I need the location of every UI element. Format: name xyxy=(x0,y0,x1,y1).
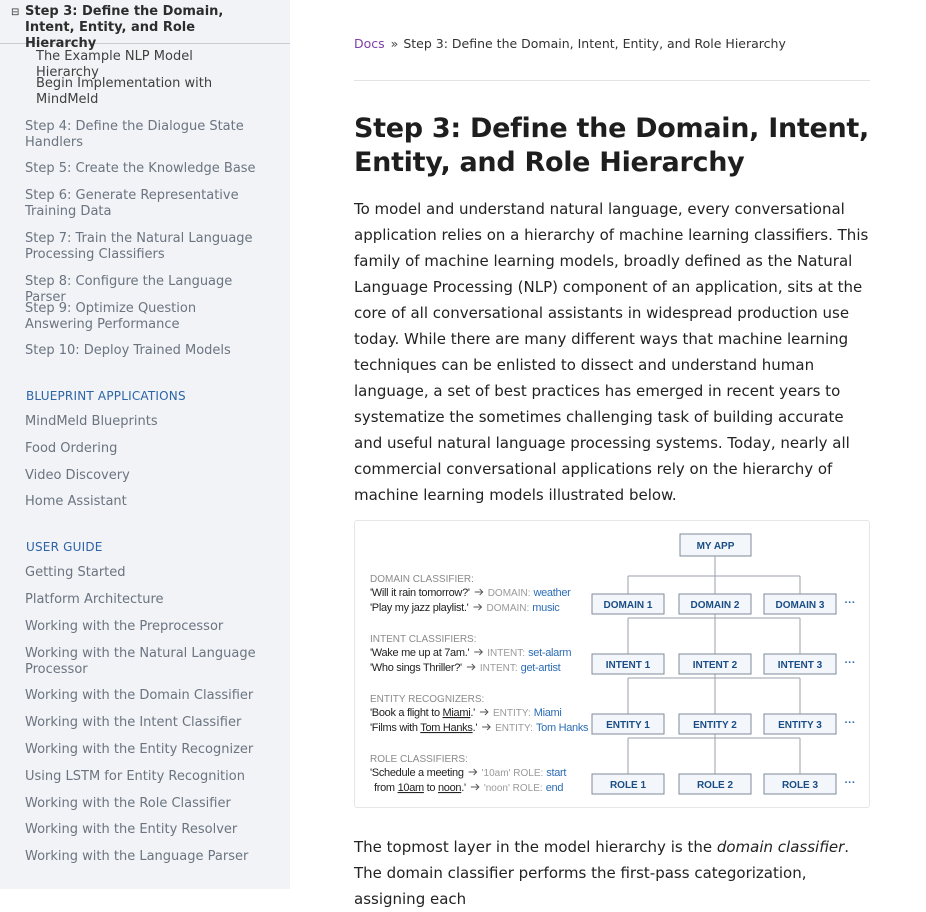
example-tag: '10am' ROLE: xyxy=(481,768,544,779)
hierarchy-node-label: ROLE 1 xyxy=(609,780,647,791)
sidebar-guide-1[interactable]: Getting Started xyxy=(25,565,126,580)
breadcrumb-docs-link[interactable]: Docs xyxy=(354,36,385,51)
sidebar-step-5[interactable]: Step 8: Configure the Language Parser xyxy=(25,274,233,305)
sidebar-guide-11[interactable]: Working with the Language Parser xyxy=(25,849,249,864)
ellipsis-icon: ··· xyxy=(844,597,856,609)
hierarchy-node-label: ENTITY 2 xyxy=(693,720,737,731)
sidebar-step-2[interactable]: Step 5: Create the Knowledge Base xyxy=(25,161,256,176)
intro-paragraph: To model and understand natural language, every conversational application relies on a hierarchy of machine learning classifiers. This family of machine learning models, broadly defined as the Natural Language Processing (NLP) component of an application, sits at the core of all conversational assistants in widespread production use today. While there are many different ways that machine learning techniques can be enlisted to dissect and understand human language, a set of best practices has emerged in recent years to systematize the sometimes challenging task of building accurate and useful natural language processing systems. Today, nearly all commercial conversational applications rely on the hierarchy of machine learning models illustrated below. xyxy=(354,200,869,504)
example-utterance: 'Films with Tom Hanks.' xyxy=(370,722,478,734)
para-text-before: The topmost layer in the model hierarchy is the xyxy=(354,838,717,856)
para-emphasis: domain classifier xyxy=(716,838,845,856)
example-value: start xyxy=(546,767,567,779)
arrow-icon xyxy=(467,664,475,670)
arrow-icon xyxy=(482,724,490,730)
arrow-icon xyxy=(474,649,482,655)
arrow-icon xyxy=(475,589,483,595)
sidebar-guide-5[interactable]: Working with the Domain Classifier xyxy=(25,688,254,703)
example-tag: INTENT: xyxy=(479,663,518,674)
example-utterance: 'Wake me up at 7am.' xyxy=(370,647,470,659)
example-tag: ENTITY: xyxy=(492,708,531,719)
sidebar xyxy=(0,0,290,889)
sidebar-blueprint-4[interactable]: Home Assistant xyxy=(25,494,127,509)
ellipsis-icon: ··· xyxy=(844,777,856,789)
sidebar-blueprint-3[interactable]: Video Discovery xyxy=(25,468,130,483)
example-utterance: 'Will it rain tomorrow?' xyxy=(370,587,470,599)
page-title: Step 3: Define the Domain, Intent, Entity, and Role Hierarchy xyxy=(354,113,869,178)
hierarchy-node-label: ENTITY 3 xyxy=(778,720,822,731)
example-value: Miami xyxy=(533,707,562,719)
sidebar-guide-8[interactable]: Using LSTM for Entity Recognition xyxy=(25,769,245,784)
example-utterance: 'Book a flight to Miami.' xyxy=(370,707,475,719)
example-value: Tom Hanks xyxy=(535,722,589,734)
sidebar-guide-4[interactable]: Working with the Natural Language Processor xyxy=(25,646,256,677)
hierarchy-node-label: DOMAIN 1 xyxy=(603,600,653,611)
main-content xyxy=(290,0,926,908)
arrow-icon xyxy=(480,709,488,715)
classifier-heading: ENTITY RECOGNIZERS: xyxy=(370,694,485,705)
example-value: set-alarm xyxy=(528,647,572,659)
sidebar-guide-3[interactable]: Working with the Preprocessor xyxy=(25,619,224,634)
breadcrumb xyxy=(354,36,786,51)
sidebar-subitem-1[interactable]: The Example NLP Model Hierarchy xyxy=(36,49,193,80)
example-tag: DOMAIN: xyxy=(486,603,530,614)
sidebar-step-4[interactable]: Step 7: Train the Natural Language Processing Classifiers xyxy=(25,231,253,262)
breadcrumb-current: Step 3: Define the Domain, Intent, Entity, and Role Hierarchy xyxy=(403,36,786,51)
nlp-hierarchy-figure xyxy=(354,520,870,808)
example-tag: DOMAIN: xyxy=(487,588,531,599)
classifier-heading: INTENT CLASSIFIERS: xyxy=(370,634,477,645)
user-guide-heading: USER GUIDE xyxy=(26,540,103,554)
breadcrumb-separator: » xyxy=(390,36,399,51)
hierarchy-node-label: ENTITY 1 xyxy=(606,720,650,731)
example-utterance: 'Who sings Thriller?' xyxy=(370,662,462,674)
ellipsis-icon: ··· xyxy=(844,717,856,729)
sidebar-guide-6[interactable]: Working with the Intent Classifier xyxy=(25,715,242,730)
sidebar-step-3[interactable]: Step 6: Generate Representative Training Data xyxy=(25,188,239,219)
sidebar-step-1[interactable]: Step 4: Define the Dialogue State Handlers xyxy=(25,119,244,150)
sidebar-blueprint-2[interactable]: Food Ordering xyxy=(25,441,118,456)
sidebar-current-title: Step 3: Define the Domain, Intent, Entity, and Role Hierarchy xyxy=(25,4,224,51)
example-value: end xyxy=(545,782,564,794)
sidebar-guide-2[interactable]: Platform Architecture xyxy=(25,592,164,607)
domain-paragraph xyxy=(354,834,874,912)
sidebar-blueprint-1[interactable]: MindMeld Blueprints xyxy=(25,414,158,429)
sidebar-subitem-2[interactable]: Begin Implementation with MindMeld xyxy=(36,76,213,107)
example-tag: ENTITY: xyxy=(495,723,533,734)
divider xyxy=(354,80,870,81)
example-value: get-artist xyxy=(520,662,561,674)
hierarchy-diagram xyxy=(355,521,871,809)
example-value: weather xyxy=(533,587,571,599)
para-text-after: . The domain classifier performs the first-pass categorization, assigning each xyxy=(354,838,850,908)
sidebar-guide-10[interactable]: Working with the Entity Resolver xyxy=(25,822,238,837)
ellipsis-icon: ··· xyxy=(844,657,856,669)
example-tag: 'noon' ROLE: xyxy=(483,783,543,794)
hierarchy-node-label: INTENT 2 xyxy=(692,660,738,671)
arrow-icon xyxy=(471,784,479,790)
example-utterance: 'Schedule a meeting xyxy=(370,767,464,779)
example-tag: INTENT: xyxy=(487,648,526,659)
collapse-icon[interactable]: ⊟ xyxy=(11,7,20,18)
hierarchy-node-label: DOMAIN 2 xyxy=(690,600,740,611)
sidebar-guide-7[interactable]: Working with the Entity Recognizer xyxy=(25,742,254,757)
sidebar-step-6[interactable]: Step 9: Optimize Question Answering Performance xyxy=(25,301,197,332)
arrow-icon xyxy=(469,769,477,775)
classifier-heading: DOMAIN CLASSIFIER: xyxy=(370,574,474,585)
sidebar-guide-9[interactable]: Working with the Role Classifier xyxy=(25,796,231,811)
example-utterance: 'Play my jazz playlist.' xyxy=(370,602,469,614)
hierarchy-node-label: INTENT 1 xyxy=(605,660,651,671)
hierarchy-node-label: INTENT 3 xyxy=(777,660,823,671)
arrow-icon xyxy=(473,604,481,610)
sidebar-current-item[interactable] xyxy=(0,0,290,51)
classifier-heading: ROLE CLASSIFIERS: xyxy=(370,754,468,765)
hierarchy-node-label: DOMAIN 3 xyxy=(775,600,825,611)
hierarchy-node-label: ROLE 3 xyxy=(781,780,819,791)
blueprint-heading: BLUEPRINT APPLICATIONS xyxy=(26,389,186,403)
example-value: music xyxy=(532,602,560,614)
example-utterance: from 10am to noon.' xyxy=(374,782,466,794)
root-node-label: MY APP xyxy=(696,541,735,552)
sidebar-step-7[interactable]: Step 10: Deploy Trained Models xyxy=(25,343,231,358)
hierarchy-node-label: ROLE 2 xyxy=(696,780,734,791)
